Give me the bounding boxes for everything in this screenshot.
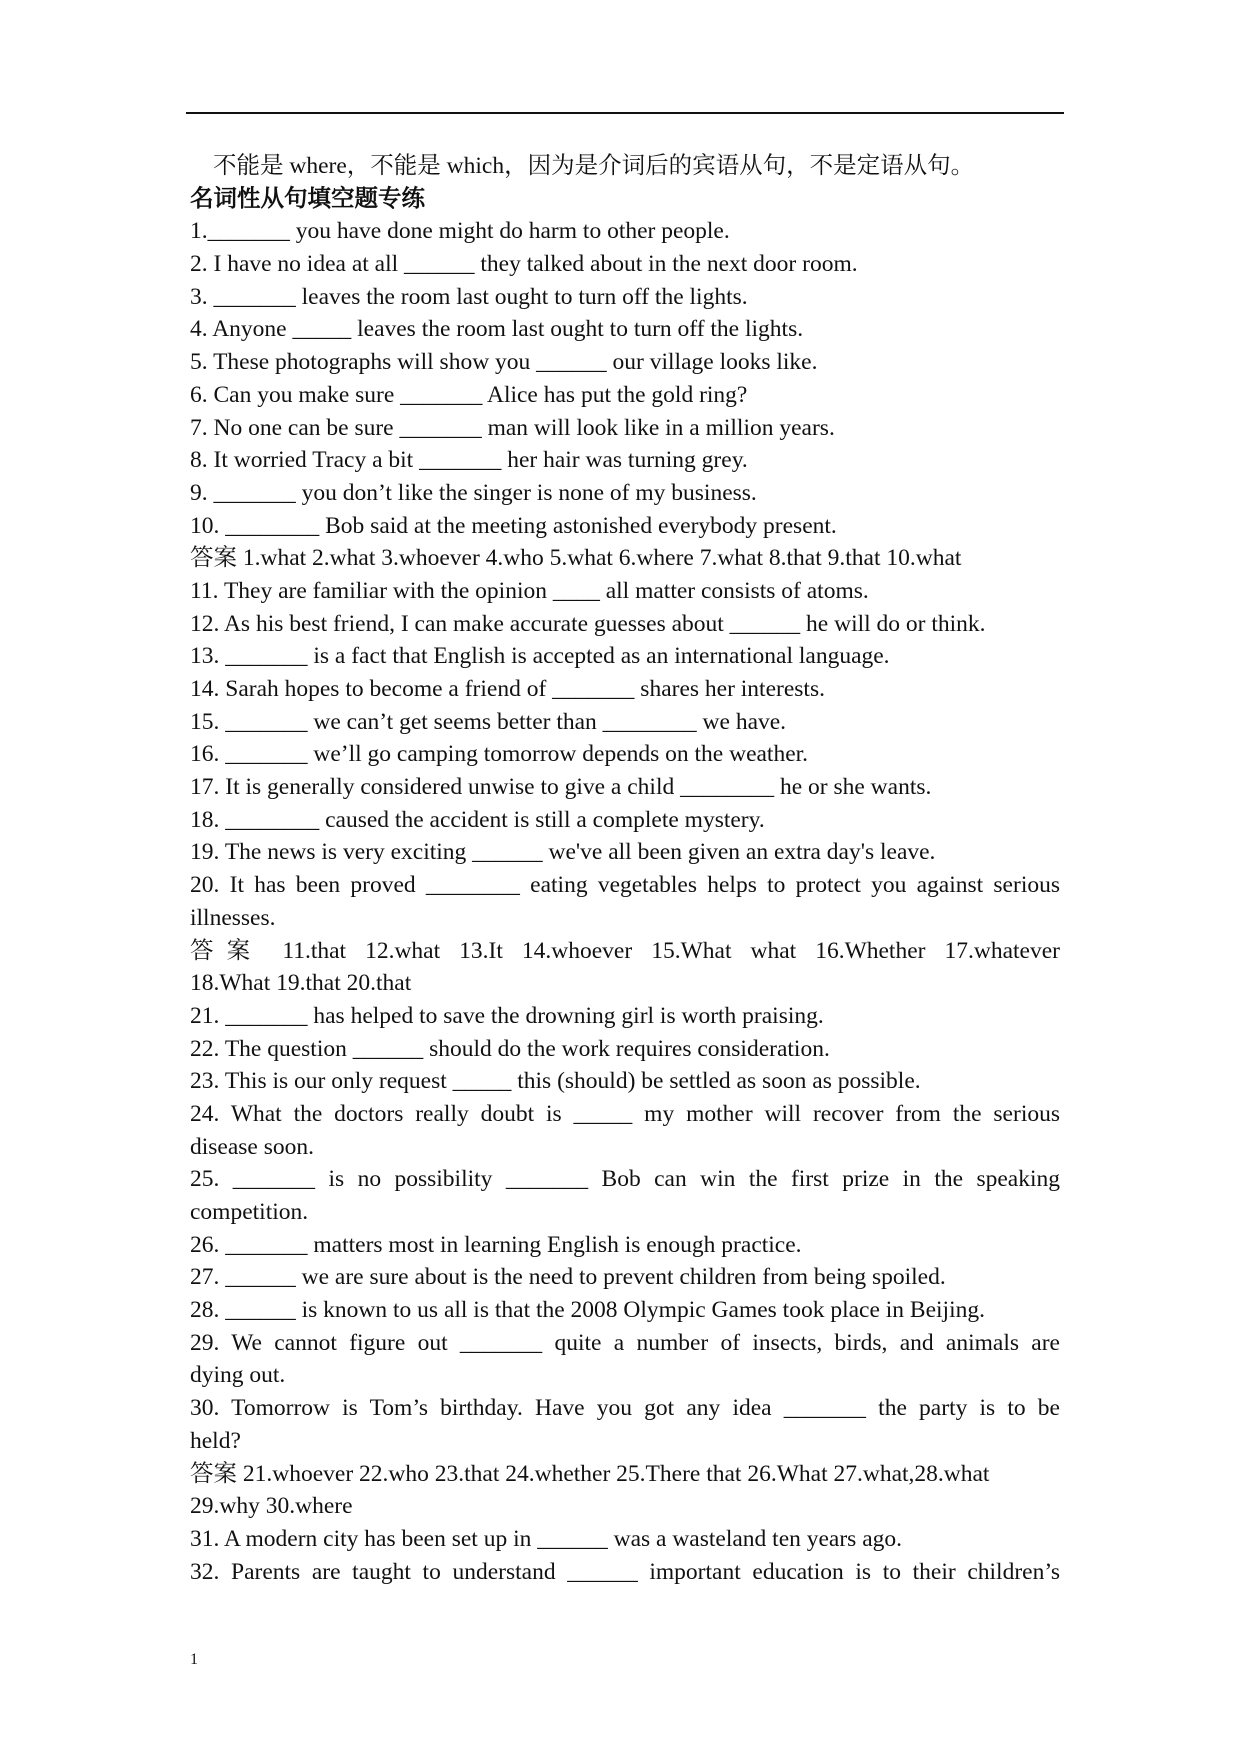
question-line: 11. They are familiar with the opinion ____ all matter consists of atoms. [190,577,869,604]
question-line: 24. What the doctors really doubt is _____ my mother will recover from the serious [190,1100,1060,1127]
question-line: 26. _______ matters most in learning English is enough practice. [190,1231,802,1258]
question-line: 28. ______ is known to us all is that the 2008 Olympic Games took place in Beijing. [190,1297,985,1324]
answer-line: 答案 1.what 2.what 3.whoever 4.who 5.what 6.where 7.what 8.that 9.that 10.what [190,545,962,572]
question-line-continuation: dying out. [190,1362,286,1389]
answer-line-continuation: 29.why 30.where [190,1493,353,1520]
answer-line: 答案 21.whoever 22.who 23.that 24.whether 25.There that 26.What 27.what,28.what [190,1460,990,1487]
question-line: 22. The question ______ should do the work requires consideration. [190,1035,830,1062]
question-line: 15. _______ we can’t get seems better than ________ we have. [190,708,787,735]
question-line: 1._______ you have done might do harm to other people. [190,218,730,245]
question-line: 30. Tomorrow is Tom’s birthday. Have you got any idea _______ the party is to be [190,1395,1060,1422]
question-line: 29. We cannot figure out _______ quite a number of insects, birds, and animals are [190,1329,1060,1356]
question-line: 4. Anyone _____ leaves the room last ought to turn off the lights. [190,316,804,343]
question-line: 12. As his best friend, I can make accurate guesses about ______ he will do or think. [190,610,986,637]
question-line: 27. ______ we are sure about is the need to prevent children from being spoiled. [190,1264,946,1291]
question-line: 3. _______ leaves the room last ought to turn off the lights. [190,283,748,310]
question-line: 17. It is generally considered unwise to give a child ________ he or she wants. [190,774,932,801]
answer-line: 答案 11.that 12.what 13.It 14.whoever 15.What what 16.Whether 17.whatever [190,937,1060,964]
page-number: 1 [190,1651,198,1668]
question-line: 31. A modern city has been set up in ______ was a wasteland ten years ago. [190,1525,903,1552]
question-line: 21. _______ has helped to save the drowning girl is worth praising. [190,1002,824,1029]
question-line-continuation: disease soon. [190,1133,315,1160]
answer-line-continuation: 18.What 19.that 20.that [190,970,412,997]
question-line: 32. Parents are taught to understand ______ important education is to their children’s [190,1558,1060,1585]
question-line: 14. Sarah hopes to become a friend of _______ shares her interests. [190,676,825,702]
question-line-continuation: illnesses. [190,904,276,931]
intro-line: 不能是 where，不能是 which，因为是介词后的宾语从句，不是定语从句。 [213,153,975,179]
question-line: 9. _______ you don’t like the singer is none of my business. [190,479,757,506]
question-line: 2. I have no idea at all ______ they talked about in the next door room. [190,251,858,278]
question-line: 5. These photographs will show you ______ our village looks like. [190,349,818,376]
header-rule [186,112,1064,114]
question-line: 10. ________ Bob said at the meeting astonished everybody present. [190,512,837,539]
question-line: 25. _______ is no possibility _______ Bob can win the first prize in the speaking [190,1166,1060,1193]
question-line-continuation: held? [190,1427,241,1454]
question-line: 8. It worried Tracy a bit _______ her hair was turning grey. [190,447,748,474]
question-line: 13. _______ is a fact that English is accepted as an international language. [190,643,890,670]
question-line: 19. The news is very exciting ______ we've all been given an extra day's leave. [190,839,936,866]
section-title: 名词性从句填空题专练 [190,185,425,212]
question-line: 6. Can you make sure _______ Alice has put the gold ring? [190,381,748,408]
question-line: 20. It has been proved ________ eating vegetables helps to protect you against serious [190,872,1060,899]
question-line: 18. ________ caused the accident is still a complete mystery. [190,806,765,833]
question-line: 23. This is our only request _____ this (should) be settled as soon as possible. [190,1068,921,1095]
question-line-continuation: competition. [190,1199,309,1225]
document-body [190,150,1060,1588]
question-line: 7. No one can be sure _______ man will look like in a million years. [190,414,835,441]
question-line: 16. _______ we’ll go camping tomorrow depends on the weather. [190,741,809,768]
